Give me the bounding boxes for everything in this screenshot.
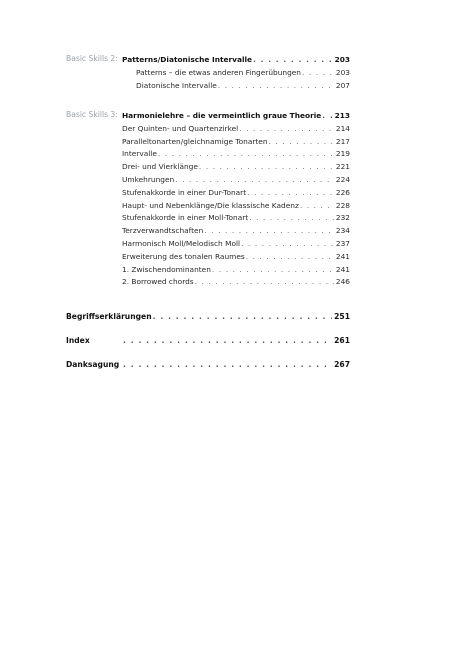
toc-entry-label: Stufenakkorde in einer Dur-Tonart (122, 187, 247, 197)
toc-page-number: 241 (335, 264, 350, 274)
toc-entry[interactable] (122, 187, 350, 200)
toc-entry-label: Haupt- und Nebenklänge/Die klassische Kadenz (122, 200, 299, 210)
toc-entry-label: Harmonisch Moll/Melodisch Moll (122, 238, 241, 248)
toc-entry-label: 2. Borrowed chords (122, 277, 194, 287)
toc-heading-label: Harmonielehre – die vermeintlich graue Theorie (122, 111, 322, 120)
toc-entry[interactable] (122, 264, 350, 277)
toc-entry[interactable] (122, 136, 350, 149)
toc-entry[interactable] (122, 251, 350, 264)
toc-entry-label: Terzverwandtschaften (122, 226, 204, 236)
leader-dots (249, 212, 334, 225)
leader-dots (123, 329, 332, 353)
toc-entry[interactable] (122, 200, 350, 213)
leader-dots (241, 238, 334, 251)
toc-entry-label: Drei- und Vierklänge (122, 162, 198, 172)
toc-entry[interactable] (122, 161, 350, 174)
toc-chapter-danksagung[interactable] (66, 353, 350, 377)
toc-entry[interactable] (122, 276, 350, 289)
toc-entry-label: Patterns – die etwas anderen Fingerübungen (136, 67, 301, 77)
leader-dots (195, 276, 334, 289)
toc-entry[interactable] (136, 80, 350, 93)
leader-dots (302, 67, 334, 80)
leader-dots (322, 110, 332, 123)
toc-entry[interactable] (122, 225, 350, 238)
toc-page-number: 234 (335, 226, 350, 236)
toc-page-number: 232 (335, 213, 350, 223)
toc-page-number: 219 (335, 149, 350, 159)
toc-chapter-index[interactable] (66, 329, 350, 353)
leader-dots (239, 123, 334, 136)
toc-entry-label: Erweiterung des tonalen Raumes (122, 251, 245, 261)
leader-dots (246, 251, 334, 264)
toc-entry-label: Der Quinten- und Quartenzirkel (122, 123, 239, 133)
toc-page-number: 226 (335, 187, 350, 197)
toc-page-number: 217 (335, 136, 350, 146)
toc-page-number: 203 (335, 67, 350, 77)
toc-heading-label: Patterns/Diatonische Intervalle (122, 55, 253, 64)
toc-page-number: 261 (334, 336, 350, 345)
toc-chapter-begriffserklaerungen[interactable] (66, 305, 350, 329)
toc-page-number: 228 (335, 200, 350, 210)
toc-entry-label: Stufenakkorde in einer Moll-Tonart (122, 213, 249, 223)
toc-section-basic-skills-2 (66, 54, 350, 92)
toc-chapter-label: Begriffserklärungen (66, 312, 152, 321)
leader-dots (158, 148, 334, 161)
section-kicker: Basic Skills 3: (66, 110, 118, 119)
toc-entry[interactable] (122, 238, 350, 251)
toc-entry-label: Paralleltonarten/gleichnamige Tonarten (122, 136, 268, 146)
toc-chapters (66, 305, 350, 377)
leader-dots (218, 80, 334, 93)
toc-entry[interactable] (122, 174, 350, 187)
toc-page-number: 207 (335, 80, 350, 90)
leader-dots (269, 136, 334, 149)
toc-page-number: 267 (334, 360, 350, 369)
toc-page-number: 224 (335, 174, 350, 184)
toc-chapter-label: Danksagung (66, 360, 120, 369)
leader-dots (204, 225, 334, 238)
toc-page-number: 251 (334, 312, 350, 321)
toc-entry[interactable] (122, 148, 350, 161)
toc-entry-label: 1. Zwischendominanten (122, 264, 211, 274)
leader-dots (247, 187, 334, 200)
leader-dots (199, 161, 334, 174)
toc-page-number: 246 (335, 277, 350, 287)
toc-page-number: 214 (335, 123, 350, 133)
toc-entry[interactable] (122, 212, 350, 225)
leader-dots (253, 54, 333, 67)
toc-heading[interactable] (122, 110, 350, 123)
leader-dots (123, 353, 332, 377)
toc-page-number: 203 (334, 55, 350, 64)
toc-page-number: 241 (335, 251, 350, 261)
section-kicker: Basic Skills 2: (66, 54, 118, 63)
toc-entry-label: Intervalle (122, 149, 157, 159)
toc-chapter-label: Index (66, 336, 90, 345)
leader-dots (175, 174, 334, 187)
toc-heading[interactable] (122, 54, 350, 67)
leader-dots (300, 200, 334, 213)
toc-page-number: 237 (335, 238, 350, 248)
toc-entry-label: Umkehrungen (122, 174, 175, 184)
toc-entry-label: Diatonische Intervalle (136, 80, 217, 90)
toc-section-basic-skills-3 (66, 110, 350, 289)
leader-dots (153, 305, 333, 329)
toc-page-number: 213 (334, 111, 350, 120)
toc-page-number: 221 (335, 162, 350, 172)
leader-dots (212, 264, 334, 277)
toc-entry[interactable] (136, 67, 350, 80)
toc-entry[interactable] (122, 123, 350, 136)
